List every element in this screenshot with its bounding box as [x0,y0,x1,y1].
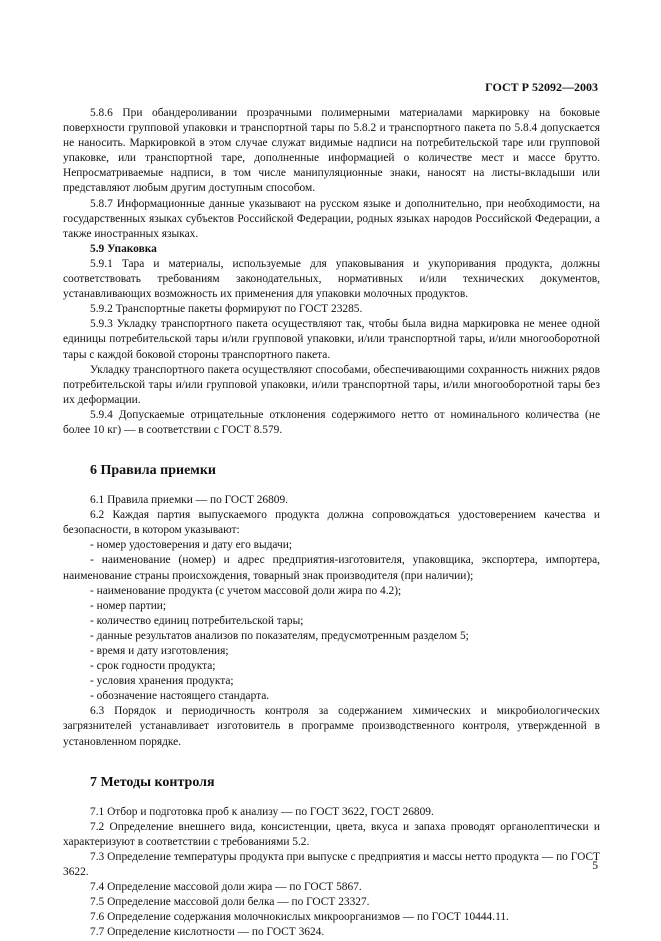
clause-7-6: 7.6 Определение содержания молочнокислых микроорганизмов — по ГОСТ 10444.11. [90,911,509,924]
clause-7-5: 7.5 Определение массовой доли белка — по ГОСТ 23327. [90,896,370,909]
clause-5-9-2: 5.9.2 Транспортные пакеты формируют по ГОСТ 23285. [90,303,363,316]
clause-7-1: 7.1 Отбор и подготовка проб к анализу — по ГОСТ 3622, ГОСТ 26809. [90,805,434,818]
list-item: - наименование (номер) и адрес предприятия-изготовителя, упаковщика, экспортера, импортера, наименование страны происхождения, товарный знак производителя (при наличии); [63,554,600,582]
list-item: - номер партии; [90,599,167,612]
list-item: - данные результатов анализов по показателям, предусмотренным разделом 5; [90,629,469,642]
clause-5-9-1: 5.9.1 Тара и материалы, используемые для упаковывания и укупоривания продукта, должны соответствовать требованиям законодательных, нормативных и/или технических документов, устанавливающих возможность их применения для упаковки молочных продуктов. [63,257,600,301]
clause-5-9-3: 5.9.3 Укладку транспортного пакета осуществляют так, чтобы была видна маркировка не менее одной единицы потребительской тары и/или групповой упаковки, и/или транспортной тары, и/или многооборотной тары с каждой боковой стороны транспортного пакета. [63,318,600,361]
clause-5-9-4: 5.9.4 Допускаемые отрицательные отклонения содержимого нетто от номинального количества (не более 10 кг) — в соответствии с ГОСТ 8.579. [63,408,600,436]
subsection-title-5-9: 5.9 Упаковка [90,242,157,255]
list-item: - наименование продукта (с учетом массовой доли жира по 4.2); [90,584,402,597]
page-number: 5 [592,860,598,872]
clause-6-1: 6.1 Правила приемки — по ГОСТ 26809. [90,494,289,507]
clause-7-7: 7.7 Определение кислотности — по ГОСТ 3624. [90,926,325,939]
clause-7-3: 7.3 Определение температуры продукта при выпуске с предприятия и массы нетто продукта — по ГОСТ 3622. [63,850,600,879]
list-item: - количество единиц потребительской тары; [90,614,304,627]
certificate-contents-list [63,538,600,704]
section-title-6: 6 Правила приемки [90,463,216,479]
list-item: - срок годности продукта; [90,660,216,673]
clause-6-3: 6.3 Порядок и периодичность контроля за содержанием химических и микробиологических загрязнителей устанавливает изготовитель в программе производственного контроля, утвержденной в установленном порядке. [63,705,600,748]
clause-5-8-6: 5.8.6 При обандероливании прозрачными полимерными материалами маркировку на боковые поверхности групповой упаковки и транспортной тары по 5.8.2 и транспортного пакета по 5.8.4 допускается не наносить. Маркировкой в этом случае служат видимые надписи на потребительской таре или групповой упаковке, или транспортной таре, дополненные информацией о количестве мест и массе брутто. Непросматриваемые надписи, в том числе манипуляционные знаки, наносят на листы-вкладыши или представляют любым другим доступным способом. [63,107,600,195]
clause-5-9-3-continued: Укладку транспортного пакета осуществляют способами, обеспечивающими сохранность нижних рядов потребительской тары и/или групповой упаковки, и/или транспортной тары, и/или многооборотной тары без их деформации. [63,363,600,406]
clause-7-4: 7.4 Определение массовой доли жира — по ГОСТ 5867. [90,881,362,894]
clause-7-2: 7.2 Определение внешнего вида, консистенции, цвета, вкуса и запаха проводят органолептически и характеризуют в соответствии с требованиями 5.2. [63,820,600,848]
document-code-header: ГОСТ Р 52092—2003 [485,80,598,94]
clause-6-2: 6.2 Каждая партия выпускаемого продукта должна сопровождаться удостоверением качества и безопасности, в котором указывают: [63,509,600,537]
clause-5-8-7: 5.8.7 Информационные данные указывают на русском языке и дополнительно, при необходимости, на государственных языках субъектов Российской Федерации, родных языках народов Российской Федерации, а также иностранных языках. [63,197,600,240]
list-item: - обозначение настоящего стандарта. [90,690,270,703]
page-content [63,106,600,941]
section-title-7: 7 Методы контроля [90,774,215,790]
list-item: - время и дату изготовления; [90,645,229,657]
list-item: - условия хранения продукта; [90,675,234,688]
list-item: - номер удостоверения и дату его выдачи; [90,539,293,552]
